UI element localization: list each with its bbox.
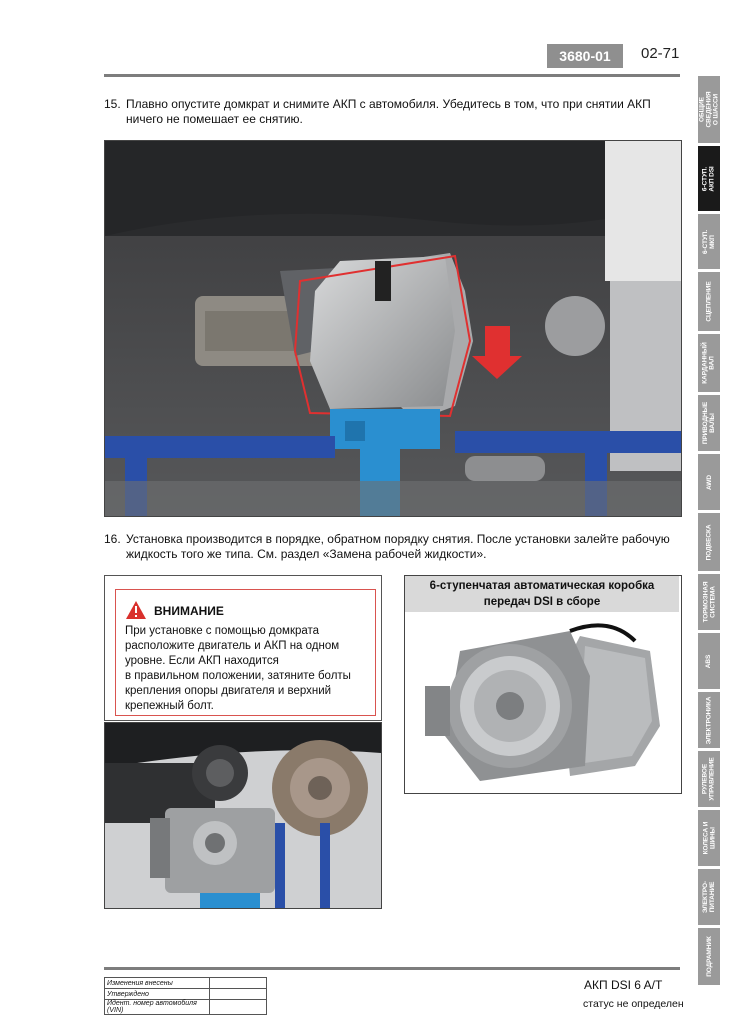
table-row — [105, 978, 267, 989]
warning-line: в правильном положении, затяните болты — [125, 670, 351, 682]
tab-6mt[interactable] — [698, 214, 720, 269]
tab-brake-system[interactable] — [698, 574, 720, 630]
table-row — [105, 989, 267, 1000]
footer-divider — [104, 967, 680, 970]
tab-label: ЭЛЕКТРОНИКА — [705, 696, 713, 744]
tab-label: РУЛЕВОЕ УПРАВЛЕНИЕ — [702, 757, 716, 801]
page-number: 02-71 — [641, 45, 680, 62]
warning-line: уровне. Если АКП находится — [125, 655, 279, 667]
tab-label: AWD — [705, 474, 713, 490]
warning-triangle-icon — [125, 600, 147, 620]
transmission-installation-photo — [104, 722, 382, 909]
table-row — [105, 1000, 267, 1015]
tab-label: ЭЛЕКТРО- ПИТАНИЕ — [702, 880, 717, 914]
revision-table — [104, 977, 267, 1015]
warning-line: расположите двигатель и АКП на одном — [125, 640, 340, 652]
tab-label: ТОРМОЗНАЯ СИСТЕМА — [702, 581, 717, 623]
tab-electronics[interactable] — [698, 692, 720, 748]
step-text: Плавно опустите домкрат и снимите АКП с автомобиля. Убедитесь в том, что при снятии АКП ничего не помешает ее снятию. — [126, 97, 651, 126]
dsi-transmission-photo — [420, 616, 665, 786]
dsi-title-line: передач DSI в сборе — [483, 596, 601, 608]
tab-label: ПОДРАМНИК — [705, 936, 713, 977]
warning-line: крепежный болт. — [125, 700, 214, 712]
section-code-badge: 3680-01 — [547, 44, 623, 68]
tab-drive-shafts[interactable] — [698, 395, 720, 451]
table-cell — [210, 978, 267, 989]
tab-label: ABS — [705, 654, 713, 668]
footer-model: АКП DSI 6 A/T — [584, 978, 663, 992]
header-divider — [104, 74, 680, 77]
table-cell — [210, 989, 267, 1000]
tab-steering[interactable] — [698, 751, 720, 807]
step-16 — [104, 532, 680, 564]
step-text: Установка производится в порядке, обратном порядку снятия. После установки залейте рабочую жидкость того же типа. См. раздел «Замена рабочей жидкости». — [126, 532, 670, 561]
tab-label: ПРИВОДНЫЕ ВАЛЫ — [702, 401, 716, 445]
tab-label: КОЛЕСА И ШИНЫ — [702, 821, 717, 855]
tab-awd[interactable] — [698, 454, 720, 510]
dsi-title-line: 6-ступенчатая автоматическая коробка — [429, 580, 655, 592]
tab-subframe[interactable] — [698, 928, 720, 985]
warning-line: крепления опоры двигателя и верхний — [125, 685, 332, 697]
table-cell: Идент. номер автомобиля (VIN) — [105, 1000, 210, 1015]
tab-label: КАРДАННЫЙ ВАЛ — [702, 342, 716, 384]
tab-suspension[interactable] — [698, 513, 720, 571]
warning-text — [125, 624, 370, 714]
dsi-assembly-title — [405, 576, 679, 612]
tab-label: ОБЩИЕ СВЕДЕНИЯ О ШАССИ — [698, 91, 720, 128]
warning-line: При установке с помощью домкрата — [125, 625, 320, 637]
step-number: 16. — [104, 532, 121, 546]
footer-status: статус не определен — [583, 998, 684, 1010]
tab-label: 6-СТУП. АКП DSI — [702, 165, 716, 192]
tab-wheels-tires[interactable] — [698, 810, 720, 866]
tab-label: СЦЕПЛЕНИЕ — [705, 281, 713, 322]
transmission-removal-photo — [104, 140, 682, 517]
tab-power-supply[interactable] — [698, 869, 720, 925]
table-cell — [210, 1000, 267, 1015]
step-15 — [104, 97, 680, 129]
table-cell: Утверждено — [105, 989, 210, 1000]
step-number: 15. — [104, 97, 121, 111]
tab-abs[interactable] — [698, 633, 720, 689]
tab-propeller-shaft[interactable] — [698, 334, 720, 392]
tab-6at-dsi[interactable] — [698, 146, 720, 211]
warning-title: ВНИМАНИЕ — [154, 604, 224, 618]
tab-general-chassis[interactable] — [698, 76, 720, 143]
table-cell: Изменения внесены — [105, 978, 210, 989]
tab-clutch[interactable] — [698, 272, 720, 331]
tab-label: 6-СТУП. МКП — [702, 229, 717, 254]
tab-label: ПОДВЕСКА — [705, 524, 713, 560]
